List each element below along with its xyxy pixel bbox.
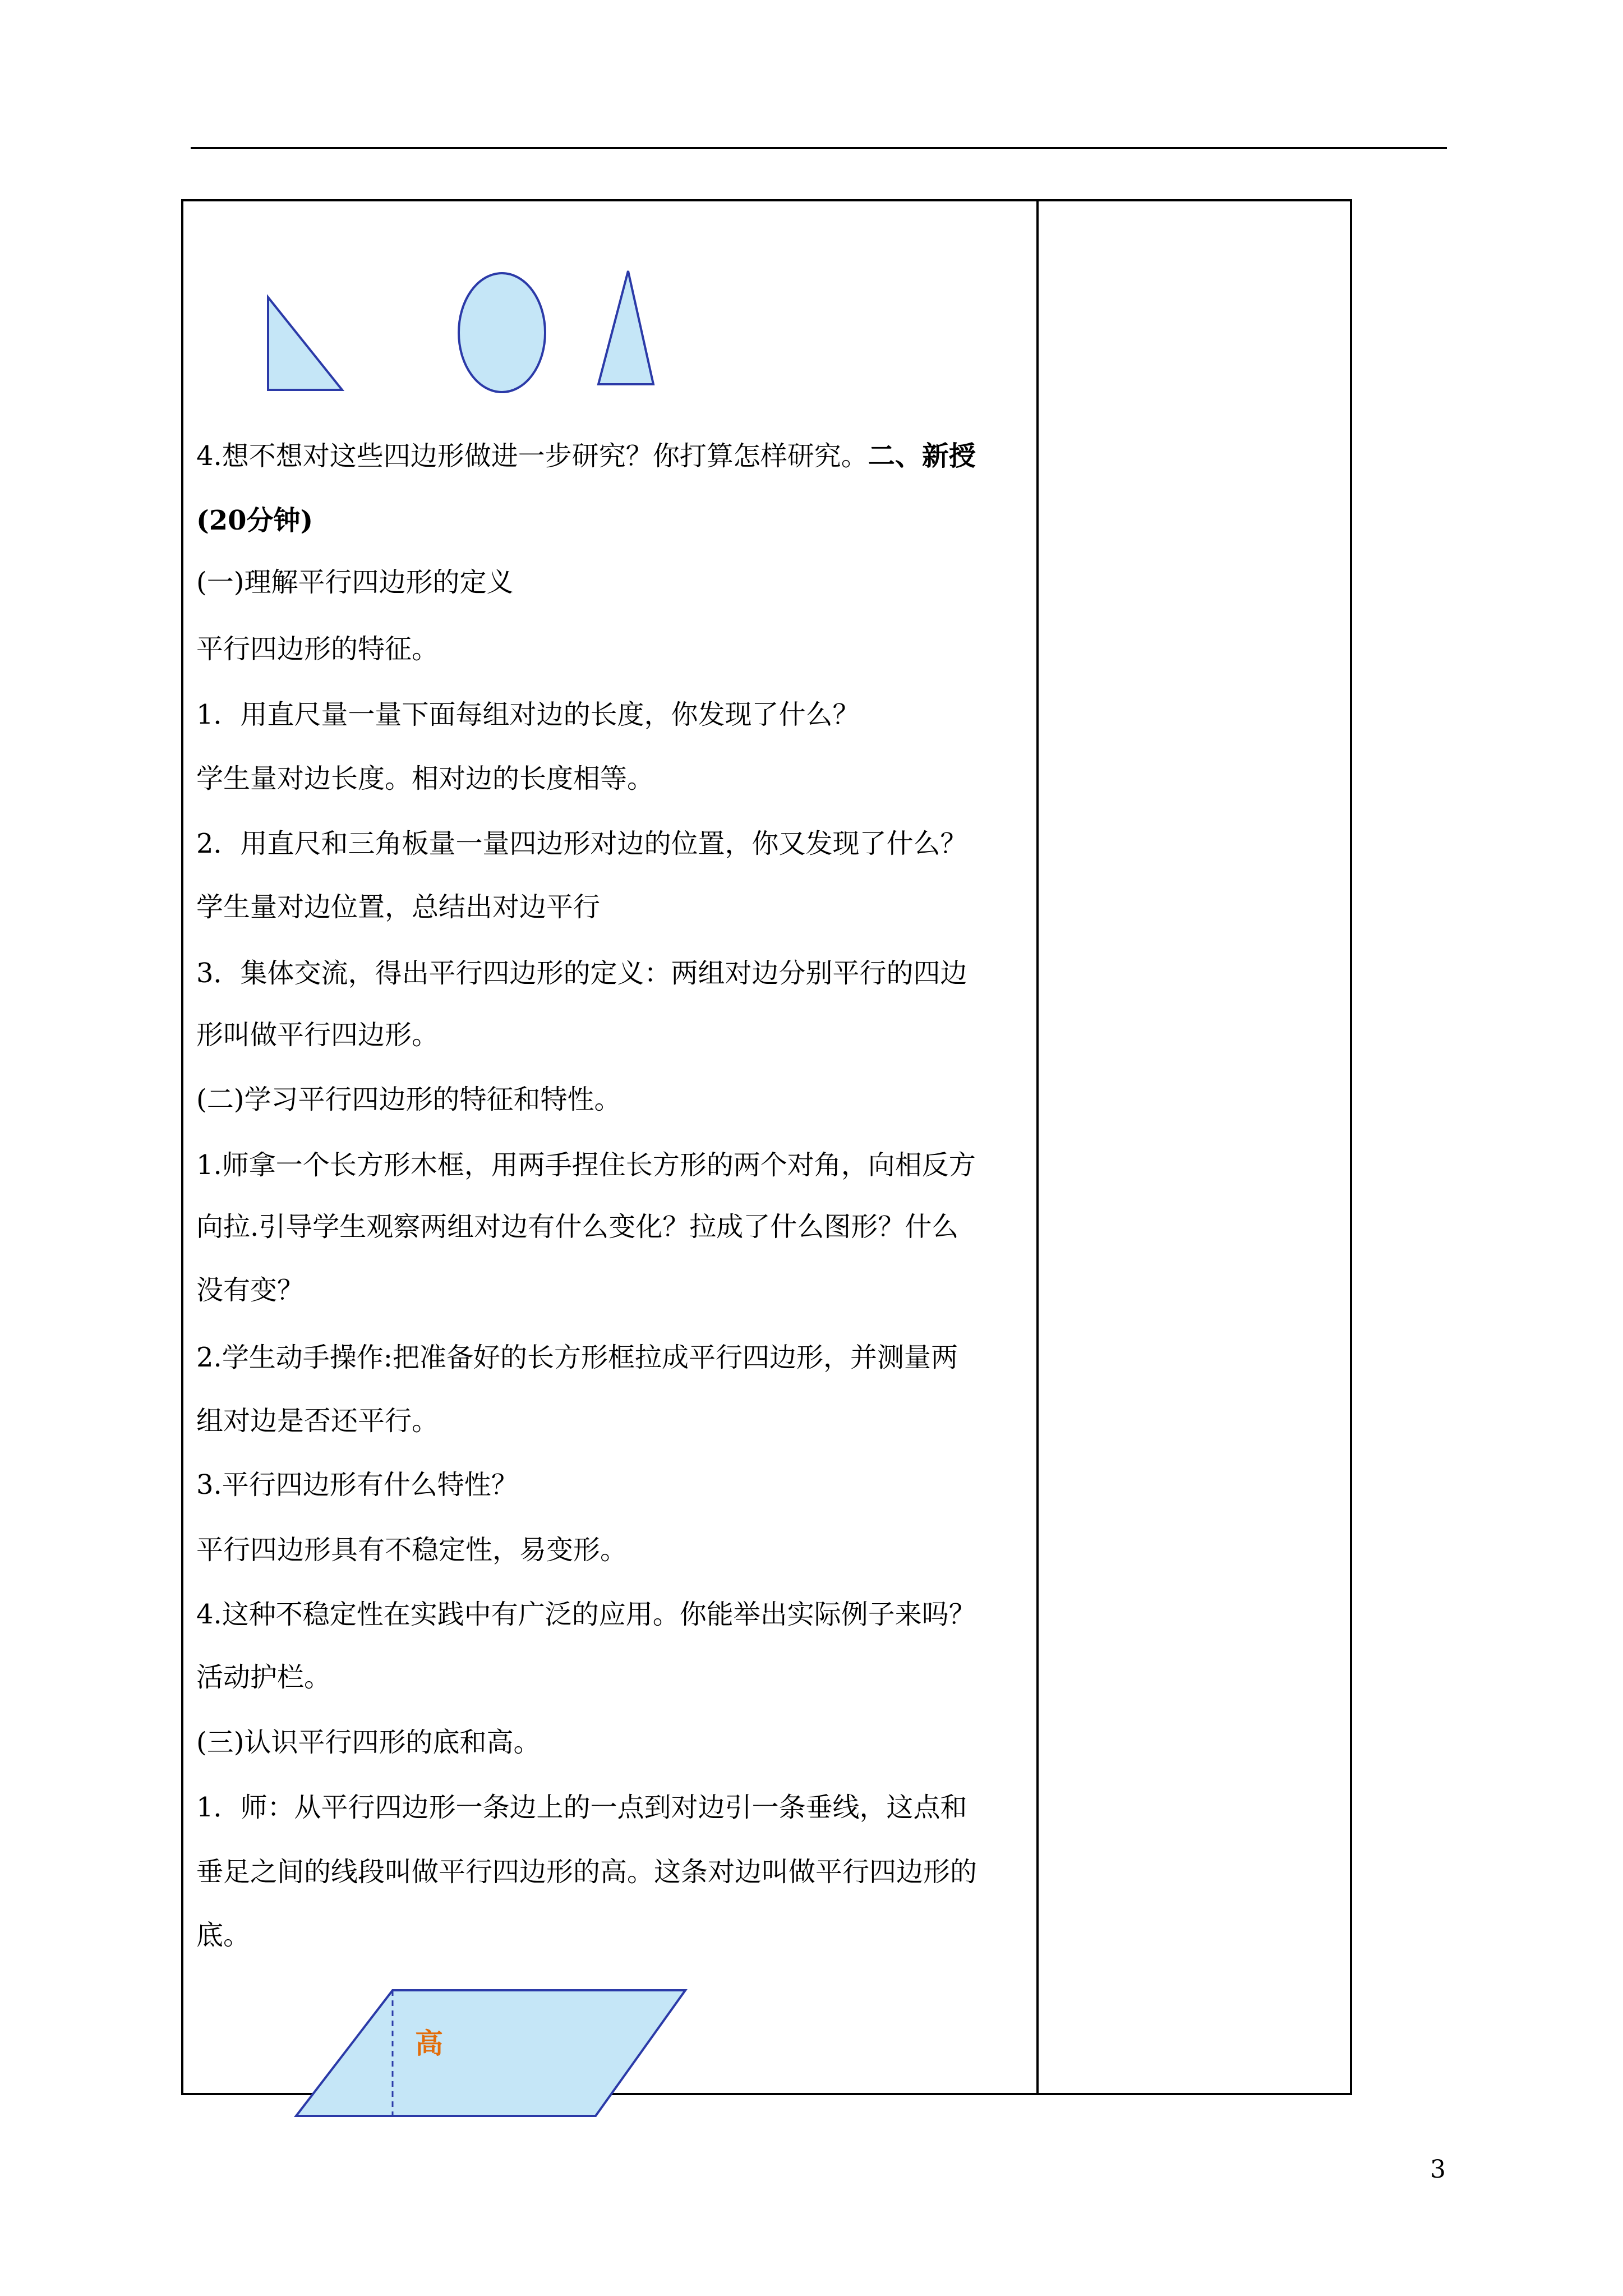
- text-line-13: 向拉.引导学生观察两组对边有什么变化？拉成了什么图形？什么: [196, 1211, 959, 1243]
- text-line-5: 1．用直尺量一量下面每组对边的长度，你发现了什么？: [196, 699, 860, 730]
- text-line-8: 学生量对边位置，总结出对边平行: [196, 891, 601, 923]
- page-number: 3: [1430, 2155, 1446, 2184]
- text-line-12: 1.师拿一个长方形木框，用两手捏住长方形的两个对角，向相反方: [196, 1149, 976, 1181]
- parallelogram-figure: [280, 1980, 707, 2126]
- text-line-14: 没有变？: [196, 1274, 305, 1306]
- text-line-17: 3.平行四边形有什么特性？: [196, 1469, 518, 1501]
- subheading-base-height: (三)认识平行四形的底和高。: [196, 1727, 541, 1758]
- subheading-features: (二)学习平行四边形的特征和特性。: [196, 1084, 621, 1115]
- section-heading-new-lesson: 二、新授: [868, 440, 976, 472]
- text-line-1: [196, 439, 976, 473]
- header-rule: [191, 147, 1447, 149]
- text-line-19: 4.这种不稳定性在实践中有广泛的应用。你能举出实际例子来吗？: [196, 1599, 976, 1630]
- text-line-1-main: 4.想不想对这些四边形做进一步研究？你打算怎样研究。: [196, 440, 868, 472]
- text-line-23: 垂足之间的线段叫做平行四边形的高。这条对边叫做平行四边形的: [196, 1856, 978, 1888]
- text-line-18: 平行四边形具有不稳定性，易变形。: [196, 1534, 628, 1566]
- text-line-22: 1．师：从平行四边形一条边上的一点到对边引一条垂线，这点和: [196, 1792, 967, 1823]
- text-line-7: 2．用直尺和三角板量一量四边形对边的位置，你又发现了什么？: [196, 828, 967, 859]
- height-label: 高: [415, 2027, 443, 2060]
- text-line-20: 活动护栏。: [196, 1662, 331, 1693]
- text-line-16: 组对边是否还平行。: [196, 1405, 439, 1437]
- acute-triangle-shape: [598, 271, 653, 384]
- table-column-divider: [1036, 199, 1039, 2095]
- subheading-definition: (一)理解平行四边形的定义: [196, 567, 514, 598]
- text-line-6: 学生量对边长度。相对边的长度相等。: [196, 763, 654, 794]
- section-heading-duration: (20分钟): [196, 505, 313, 536]
- ellipse-shape: [459, 273, 545, 392]
- right-triangle-shape: [268, 297, 342, 390]
- text-line-15: 2.学生动手操作:把准备好的长方形框拉成平行四边形，并测量两: [196, 1342, 958, 1373]
- text-line-10: 形叫做平行四边形。: [196, 1019, 439, 1051]
- shapes-figure: [181, 199, 1022, 412]
- text-line-24: 底。: [196, 1920, 251, 1951]
- text-line-4: 平行四边形的特征。: [196, 633, 439, 665]
- parallelogram-shape: [296, 1990, 685, 2116]
- text-line-9: 3．集体交流，得出平行四边形的定义：两组对边分别平行的四边: [196, 958, 967, 989]
